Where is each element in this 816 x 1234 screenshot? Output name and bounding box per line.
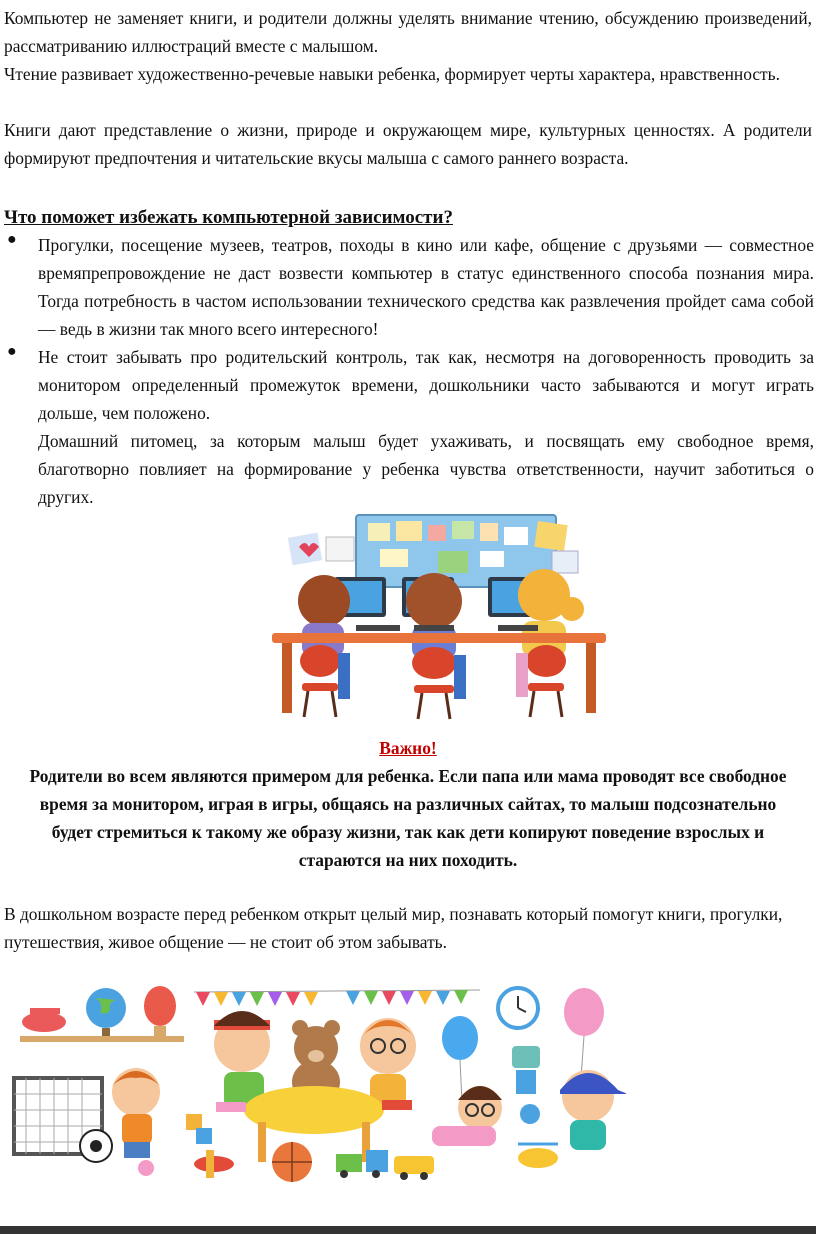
important-label: Важно! [379,738,437,758]
intro-paragraph-3: Книги дают представление о жизни, природе и окружающем мире, культурных ценностях. А родители формируют предпочтения и читательские вкусы малыша с самого раннего возраста. [4,120,812,168]
bullet-item-1: Прогулки, посещение музеев, театров, походы в кино или кафе, общение с друзьями — совместное времяпрепровождение не даст возвести компьютер в статус единственного способа познания мира. Тогда потребность в частом использовании технического средства как развлечения пройдет сама собой — ведь в жизни так много всего интересного! [38,235,814,339]
bullet-dot-icon: ● [7,343,17,360]
important-text: Родители во всем являются примером для ребенка. Если папа или мама проводят все свободное время за монитором, играя в игры, общаясь на различных сайтах, то малыш подсознательно будет стремиться к такому же образу жизни, так как дети копируют поведение взрослых и стараются на них походить. [29,766,787,870]
children-at-computers-illustration [268,513,610,725]
page-bottom-divider [0,1226,816,1234]
bullet-item-2: Не стоит забывать про родительский контроль, так как, несмотря на договоренность проводить за монитором определенный промежуток времени, дошкольники часто забываются и могут играть дольше, чем положено. [38,347,814,423]
children-playing-toys-illustration [10,982,626,1188]
bullet-dot-icon: ● [7,231,17,248]
closing-paragraph: В дошкольном возрасте перед ребенком открыт целый мир, познавать который помогут книги, прогулки, путешествия, живое общение — не стоит об этом забывать. [4,904,783,952]
intro-paragraph-1: Компьютер не заменяет книги, и родители должны уделять внимание чтению, обсуждению произведений, рассматриванию иллюстраций вместе с малышом. [4,8,812,56]
intro-paragraph-2: Чтение развивает художественно-речевые навыки ребенка, формирует черты характера, нравственность. [4,64,780,84]
section-heading: Что поможет избежать компьютерной зависимости? [4,207,453,228]
bullet-continuation: Домашний питомец, за которым малыш будет ухаживать, и посвящать ему свободное время, благотворно повлияет на формирование у ребенка чувства ответственности, научит заботиться о других. [38,431,814,507]
important-block [0,734,816,762]
